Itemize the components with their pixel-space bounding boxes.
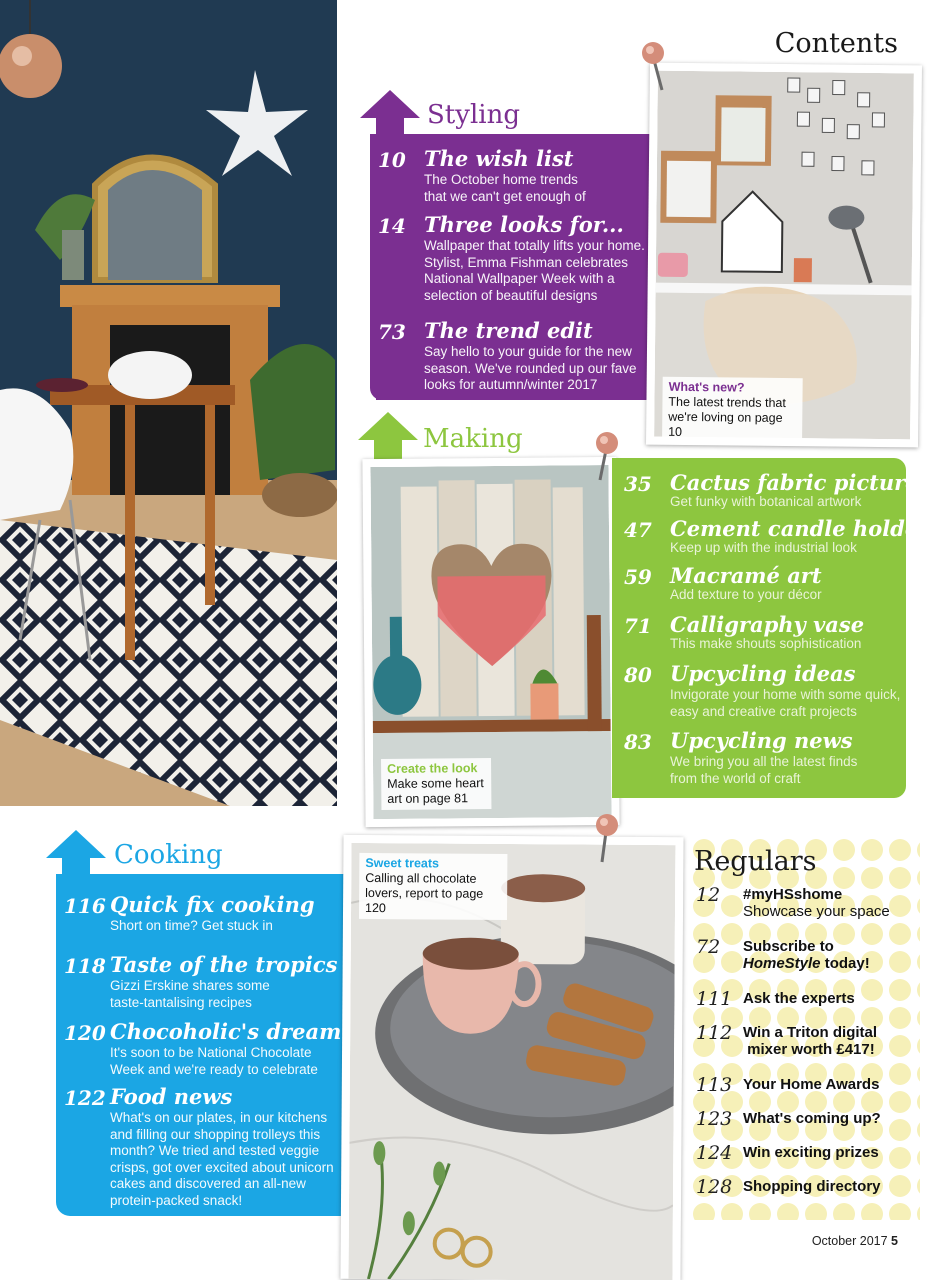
entry-title: Win exciting prizes [743, 1144, 879, 1161]
regulars-entry[interactable] [696, 1144, 906, 1164]
entry-title: Ask the experts [743, 990, 855, 1007]
page-number: 10 [378, 148, 406, 172]
entry-title: Taste of the tropics [110, 952, 338, 977]
regulars-title: Regulars [694, 846, 817, 877]
entry-subtitle: mixer worth £417! [743, 1041, 875, 1058]
styling-entry[interactable] [378, 320, 648, 400]
page-number: 111 [696, 988, 733, 1010]
entry-title: Macramé art [670, 563, 822, 588]
cooking-panel [56, 874, 344, 1216]
making-section-title: Making [423, 424, 523, 454]
page-footer [812, 1234, 898, 1248]
styling-photo-caption [662, 377, 803, 444]
entry-desc: It's soon to be National Chocolate Week and we're ready to celebrate [110, 1045, 318, 1077]
entry-subtitle-rest: today! [820, 955, 870, 972]
issue-date: October 2017 [811, 1234, 888, 1248]
caption-text: Make some heart art on page 81 [387, 776, 484, 806]
entry-desc: Short on time? Get stuck in [110, 918, 273, 933]
cooking-photo-caption [359, 853, 507, 920]
caption-kicker: What's new? [668, 379, 745, 395]
magazine-name: HomeStyle [743, 955, 821, 972]
page-title: Contents [774, 28, 898, 59]
entry-title: #myHSshome [743, 886, 843, 903]
regulars-entry[interactable] [696, 886, 906, 922]
page-number: 116 [64, 894, 106, 918]
page-number: 122 [64, 1086, 106, 1110]
page-number: 12 [696, 884, 721, 906]
entry-title: Shopping directory [743, 1178, 881, 1195]
cooking-entry[interactable] [64, 1021, 344, 1081]
entry-title: Quick fix cooking [110, 892, 315, 917]
making-photo-frame [362, 457, 619, 827]
dining-room-photo [0, 0, 337, 806]
entry-desc: Say hello to your guide for the new season. We've rounded up our fave looks for autumn/winter 2017 [424, 344, 637, 392]
cooking-entry[interactable] [64, 894, 344, 934]
styling-panel [370, 134, 650, 400]
page-number: 72 [696, 936, 721, 958]
caption-text: Calling all chocolate lovers, report to page 120 [364, 870, 484, 916]
caption-text: The latest trends that we're loving on page 10 [668, 394, 786, 439]
pushpin-icon [640, 40, 670, 97]
entry-title: Three looks for... [424, 212, 624, 237]
entry-desc: Keep up with the industrial look [670, 540, 857, 555]
regulars-entry[interactable] [696, 1178, 906, 1198]
regulars-entry[interactable] [696, 938, 906, 974]
entry-desc: Gizzi Erskine shares some taste-tantalising recipes [110, 978, 270, 1010]
styling-entry[interactable] [378, 214, 648, 314]
entry-desc: Get funky with botanical artwork [670, 494, 862, 509]
styling-entry[interactable] [378, 148, 648, 218]
making-entry[interactable] [624, 614, 904, 654]
entry-title: Chocoholic's dream [110, 1019, 342, 1044]
page-number: 71 [624, 614, 652, 638]
entry-title: What's coming up? [743, 1110, 881, 1127]
making-entry[interactable] [624, 470, 919, 512]
page-number: 80 [624, 663, 652, 687]
entry-desc: We bring you all the latest finds from the world of craft [670, 754, 858, 786]
cooking-photo-frame [340, 835, 683, 1280]
page-number: 73 [378, 320, 406, 344]
page-number: 14 [378, 214, 406, 238]
entry-desc: The October home trends that we can't get enough of [424, 172, 586, 204]
entry-title: Cement candle holder [670, 516, 930, 541]
regulars-entry[interactable] [696, 1076, 906, 1096]
entry-title: The trend edit [424, 318, 593, 343]
entry-desc: This make shouts sophistication [670, 636, 862, 651]
page-number: 83 [624, 730, 652, 754]
making-panel [612, 458, 930, 798]
making-entry[interactable] [624, 663, 904, 723]
styling-section-title: Styling [427, 100, 520, 130]
regulars-entry[interactable] [696, 990, 906, 1010]
entry-desc: Wallpaper that totally lifts your home. Stylist, Emma Fishman celebrates National Wallpaper Week with a selection of beautiful designs [424, 238, 645, 303]
pushpin-icon [592, 812, 622, 869]
page-number: 113 [696, 1074, 733, 1096]
cooking-entry[interactable] [64, 1086, 344, 1216]
entry-subtitle [743, 955, 870, 972]
cooking-entry[interactable] [64, 954, 344, 1014]
caption-kicker: Create the look [387, 761, 478, 776]
entry-subtitle: Showcase your space [743, 903, 890, 920]
page-number: 120 [64, 1021, 106, 1045]
entry-title: Upcycling ideas [670, 661, 856, 686]
page-number: 112 [696, 1022, 733, 1044]
entry-title: Win a Triton digital [743, 1024, 878, 1041]
page-number: 47 [624, 518, 652, 542]
entry-title: Your Home Awards [743, 1076, 880, 1093]
page-number: 118 [64, 954, 106, 978]
entry-title: Food news [110, 1084, 233, 1109]
making-photo-caption [381, 758, 491, 810]
page-number: 124 [696, 1142, 733, 1164]
caption-kicker: Sweet treats [365, 855, 440, 871]
page-number: 128 [696, 1176, 733, 1198]
entry-title: Calligraphy vase [670, 612, 865, 637]
entry-title: Upcycling news [670, 728, 853, 753]
entry-title: Cactus fabric picture [670, 470, 919, 495]
regulars-entry[interactable] [696, 1024, 906, 1060]
page-number: 123 [696, 1108, 733, 1130]
page-number: 35 [624, 472, 652, 496]
regulars-entry[interactable] [696, 1110, 906, 1130]
styling-photo-frame [646, 63, 922, 448]
making-entry[interactable] [624, 516, 930, 558]
entry-desc: Add texture to your décor [670, 587, 822, 602]
entry-desc: Invigorate your home with some quick, easy and creative craft projects [670, 687, 901, 719]
page-number: 59 [624, 565, 652, 589]
entry-desc: What's on our plates, in our kitchens and filling our shopping trolleys this month? We tried and tested veggie crisps, got over excited about unicorn cakes and discovered an all-new protein-packed snack! [110, 1110, 334, 1208]
entry-title: The wish list [424, 146, 574, 171]
entry-title: Subscribe to [743, 938, 834, 955]
making-entry[interactable] [624, 730, 904, 790]
making-entry[interactable] [624, 565, 904, 605]
page-number-footer: 5 [891, 1234, 898, 1248]
cooking-section-title: Cooking [114, 840, 223, 870]
